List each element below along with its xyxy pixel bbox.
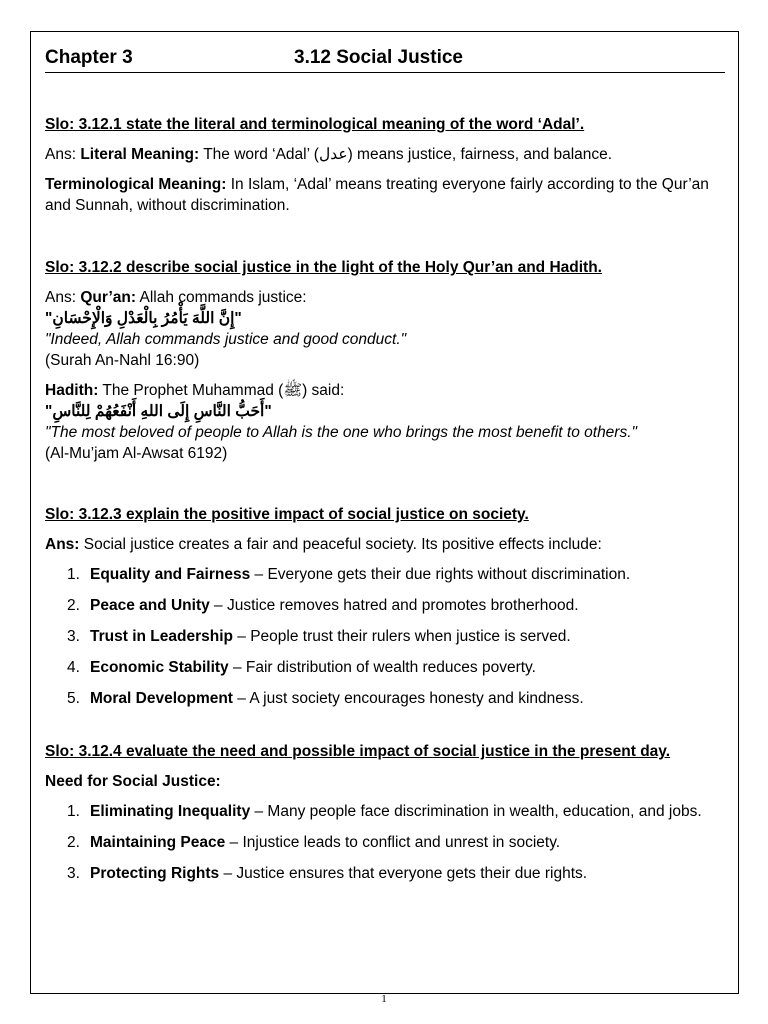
literal-text: The word ‘Adal’ (عدل) means justice, fairness, and balance. (199, 146, 613, 163)
page-header (45, 47, 725, 73)
need-subheading: Need for Social Justice: (45, 773, 221, 790)
document-body (45, 114, 725, 894)
list-item: 4. Economic Stability – Fair distribution of wealth reduces poverty. (67, 659, 536, 676)
term-text: In Islam, ‘Adal’ means treating everyone fairly according to the Qur’an and Sunnah, without discrimination. (45, 176, 709, 214)
answer-intro (45, 534, 725, 555)
list-item: 3. Protecting Rights – Justice ensures that everyone gets their due rights. (67, 865, 588, 882)
quran-line (45, 287, 725, 308)
positive-effects-list (45, 564, 725, 709)
list-item: 1. Equality and Fairness – Everyone gets their due rights without discrimination. (67, 566, 631, 583)
slo-section-2 (45, 257, 725, 464)
hadith-translation: "The most beloved of people to Allah is the one who brings the most benefit to others." (45, 424, 638, 441)
slo-section-4 (45, 741, 725, 884)
slo-section-3 (45, 504, 725, 709)
literal-label: Literal Meaning: (80, 146, 200, 163)
ans-prefix: Ans: (45, 146, 81, 163)
quran-text: Allah commands justice: (136, 289, 307, 306)
term-label: Terminological Meaning: (45, 176, 227, 193)
slo-heading: Slo: 3.12.3 explain the positive impact of social justice on society. (45, 506, 529, 523)
list-item: 1. Eliminating Inequality – Many people face discrimination in wealth, education, and jobs. (67, 803, 702, 820)
quran-translation: "Indeed, Allah commands justice and good conduct." (45, 331, 407, 348)
hadith-reference: (Al-Mu’jam Al-Awsat 6192) (45, 445, 228, 462)
ans-label: Ans: (45, 536, 80, 553)
list-item: 2. Maintaining Peace – Injustice leads to conflict and unrest in society. (67, 834, 561, 851)
need-list (45, 801, 725, 884)
page-title: 3.12 Social Justice (294, 47, 463, 68)
page-number: 1 (381, 993, 387, 1005)
quran-reference: (Surah An-Nahl 16:90) (45, 352, 200, 369)
quran-arabic: "إِنَّ اللَّهَ يَأْمُرُ بِالْعَدْلِ وَالْإِحْسَانِ" (45, 310, 242, 327)
hadith-arabic: "أَحَبُّ النَّاسِ إِلَى اللهِ أَنْفَعُهُمْ لِلنَّاسِ" (45, 403, 272, 420)
hadith-line (45, 380, 725, 401)
slo-heading: Slo: 3.12.1 state the literal and terminological meaning of the word ‘Adal’. (45, 116, 585, 133)
literal-meaning (45, 144, 725, 165)
list-item: 2. Peace and Unity – Justice removes hatred and promotes brotherhood. (67, 597, 579, 614)
terminological-meaning (45, 174, 725, 216)
slo-heading: Slo: 3.12.2 describe social justice in the light of the Holy Qur’an and Hadith. (45, 259, 602, 276)
hadith-label: Hadith: (45, 382, 99, 399)
list-item: 5. Moral Development – A just society encourages honesty and kindness. (67, 690, 584, 707)
slo-section-1 (45, 114, 725, 216)
ans-prefix: Ans: (45, 289, 81, 306)
chapter-label: Chapter 3 (45, 47, 133, 68)
list-item: 3. Trust in Leadership – People trust their rulers when justice is served. (67, 628, 571, 645)
slo-heading: Slo: 3.12.4 evaluate the need and possible impact of social justice in the present day. (45, 743, 671, 760)
quran-label: Qur’an: (80, 289, 137, 306)
ans-text: Social justice creates a fair and peaceful society. Its positive effects include: (79, 536, 602, 553)
hadith-text: The Prophet Muhammad (ﷺ) said: (98, 382, 345, 399)
